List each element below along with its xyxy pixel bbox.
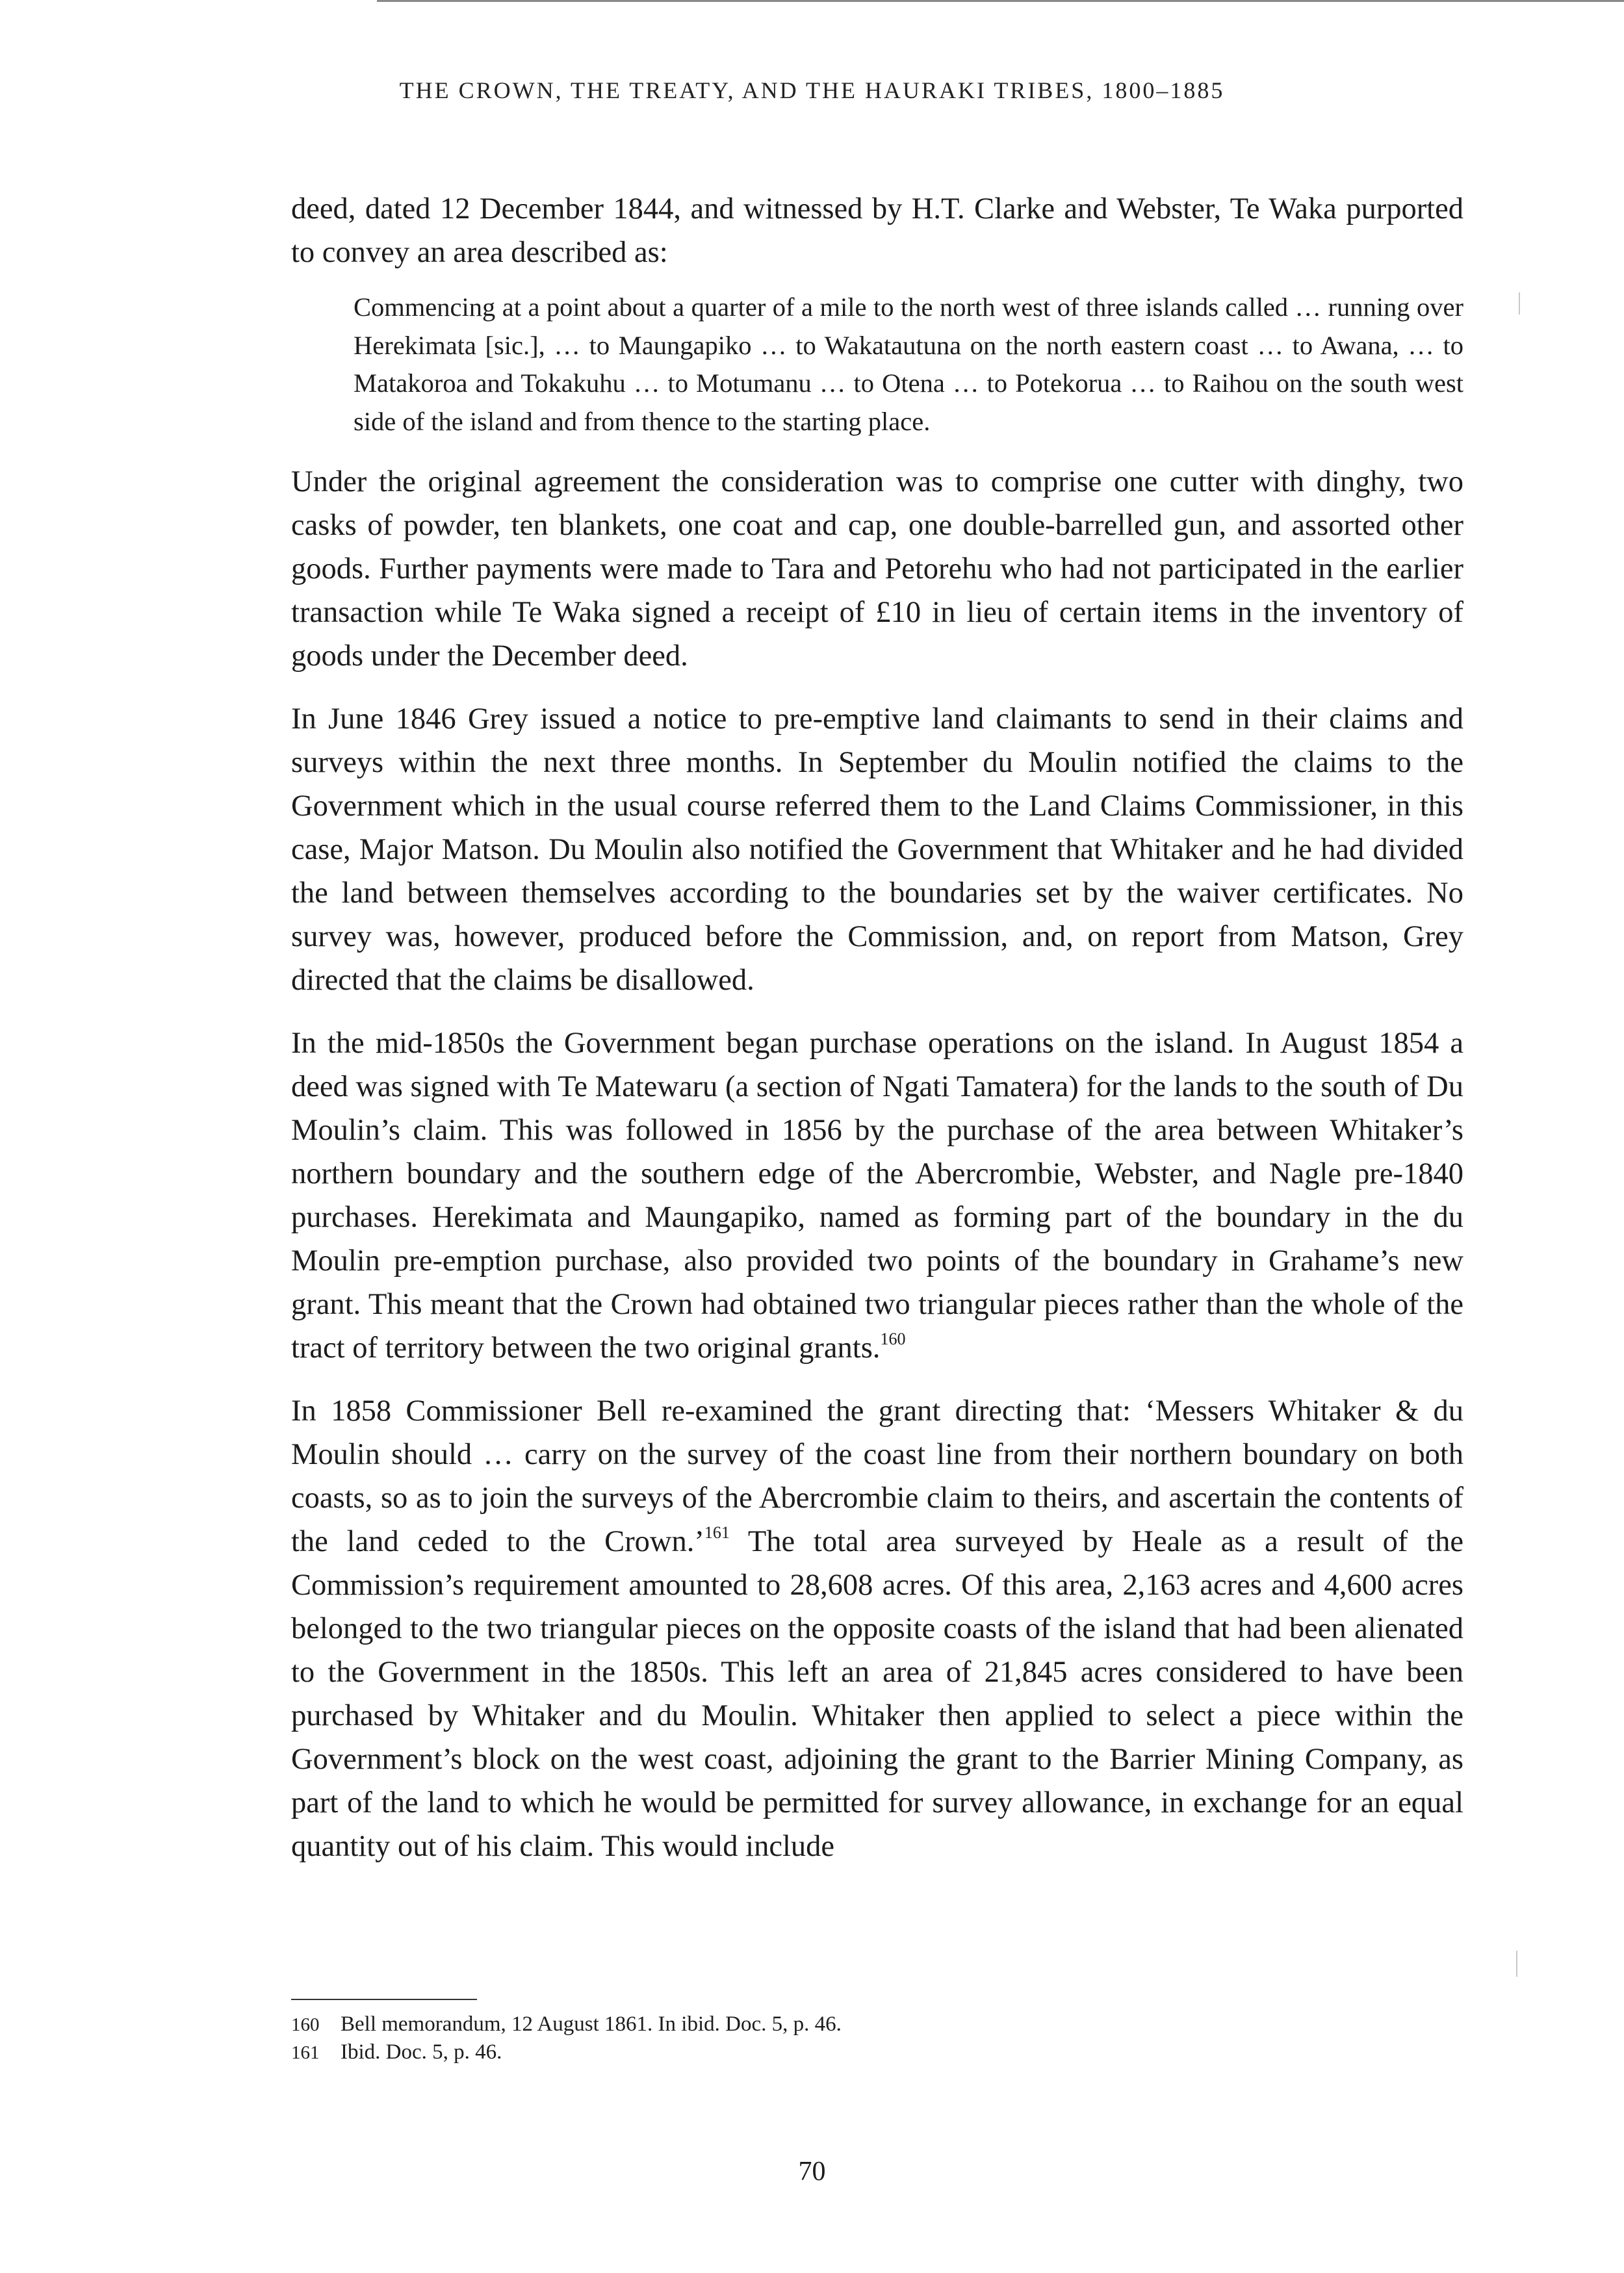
margin-scan-mark (1516, 1951, 1517, 1977)
paragraph-4 (291, 1021, 1463, 1370)
footnote-number: 160 (291, 2014, 320, 2035)
paragraph-1: deed, dated 12 December 1844, and witnessed by H.T. Clarke and Webster, Te Waka purported to convey an area described as: (291, 192, 1463, 269)
footnote-text: Bell memorandum, 12 August 1861. In ibid. Doc. 5, p. 46. (341, 2012, 842, 2036)
footnote-text: Ibid. Doc. 5, p. 46. (341, 2040, 502, 2064)
footnote-number: 161 (291, 2042, 320, 2063)
paragraph-4-text: In the mid-1850s the Government began purchase operations on the island. In August 1854 a deed was signed with Te Matewaru (a section of Ngati Tamatera) for the lands to the south of Du Moulin’s claim. This was followed in 1856 by the purchase of the area between Whitaker’s northern boundary and the southern edge of the Abercrombie, Webster, and Nagle pre-1840 purchases. Herekimata and Maungapiko, named as forming part of the boundary in the du Moulin pre-emption purchase, also provided two points of the boundary in Grahame’s new grant. This meant that the Crown had obtained two triangular pieces rather than the whole of the tract of territory between the two original grants. (291, 1027, 1463, 1365)
paragraph-2: Under the original agreement the consideration was to comprise one cutter with dinghy, two casks of powder, ten blankets, one coat and cap, one double-barrelled gun, and assorted other goods. Further payments were made to Tara and Petorehu who had not participated in the earlier transaction while Te Waka signed a receipt of £10 in lieu of certain items in the inventory of goods under the December deed. (291, 465, 1463, 673)
footnote-ref-161: 161 (704, 1522, 730, 1542)
top-rule (377, 0, 1624, 2)
body-text (291, 187, 1463, 1888)
footnote-ref-160: 160 (880, 1329, 906, 1348)
footnote-161 (291, 2038, 1463, 2066)
paragraph-5 (291, 1389, 1463, 1868)
block-quote: Commencing at a point about a quarter of a mile to the north west of three islands called … running over Herekimata [sic.], … to Maungapiko … to Wakatautuna on the north eastern coast … to Awana, … to Matakoroa and Tokakuhu … to Motumanu … to Otena … to Potekorua … to Raihou on the south west side of the island and from thence to the starting place. (354, 292, 1463, 436)
paragraph-5-text-b: The total area surveyed by Heale as a result of the Commission’s requirement amounted to 28,608 acres. Of this area, 2,163 acres and 4,600 acres belonged to the two triangular pieces on the opposite coasts of the island that had been alienated to the Government in the 1850s. This left an area of 21,845 acres considered to have been purchased by Whitaker and du Moulin. Whitaker then applied to select a piece within the Government’s block on the west coast, adjoining the grant to the Barrier Mining Company, as part of the land to which he would be permitted for survey allowance, in exchange for an equal quantity out of his claim. This would include (291, 1525, 1463, 1863)
running-head: THE CROWN, THE TREATY, AND THE HAURAKI TRIBES, 1800–1885 (399, 77, 1225, 103)
footnote-160 (291, 2010, 1463, 2038)
paragraph-3: In June 1846 Grey issued a notice to pre-emptive land claimants to send in their claims and surveys within the next three months. In September du Moulin notified the claims to the Government which in the usual course referred them to the Land Claims Commissioner, in this case, Major Matson. Du Moulin also notified the Government that Whitaker and he had divided the land between themselves according to the boundaries set by the waiver certificates. No survey was, however, produced before the Commission, and, on report from Matson, Grey directed that the claims be disallowed. (291, 702, 1463, 997)
footnote-rule (291, 1999, 477, 2000)
page-number: 70 (798, 2157, 826, 2187)
footnotes (291, 2010, 1463, 2066)
margin-scan-mark (1519, 292, 1520, 315)
paragraph-5-text-a: In 1858 Commissioner Bell re-examined the grant directing that: ‘Messers Whitaker & du Moulin should … carry on the survey of the coast line from their northern boundary on both coasts, so as to join the surveys of the Abercrombie claim to theirs, and ascertain the contents of the land ceded to the Crown.’ (291, 1394, 1463, 1558)
